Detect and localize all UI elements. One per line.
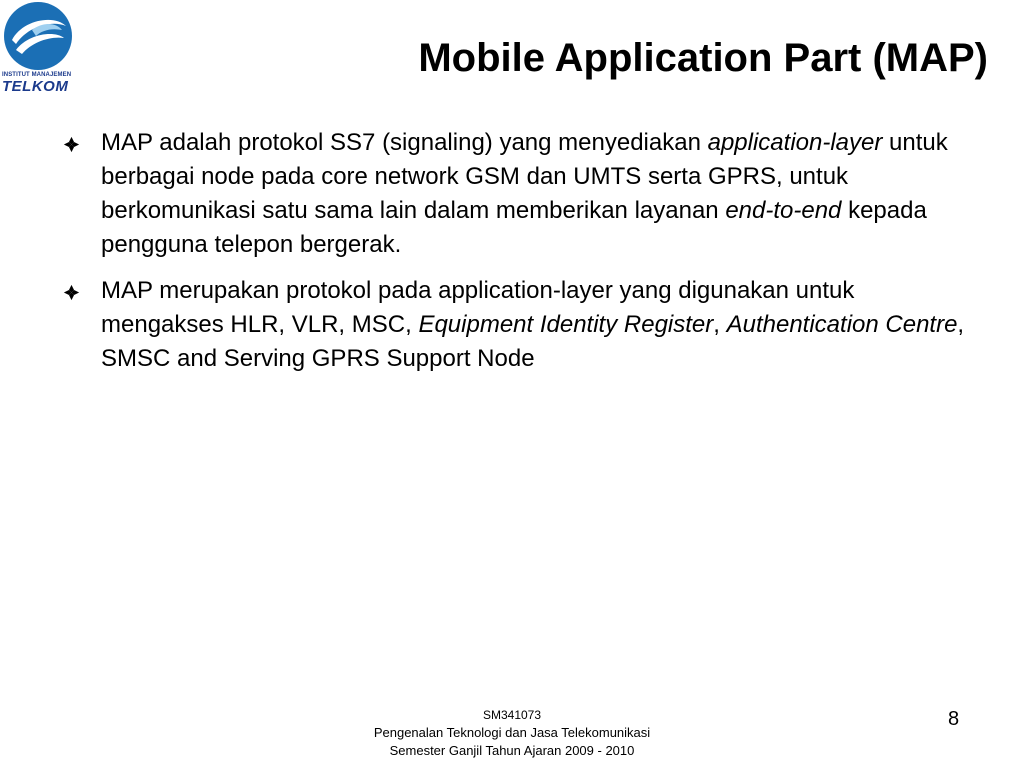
telkom-logo-icon (2, 0, 74, 72)
slide-footer (312, 706, 712, 760)
footer-semester: Semester Ganjil Tahun Ajaran 2009 - 2010 (389, 743, 635, 758)
diamond-bullet-icon (63, 136, 80, 153)
footer-course-code: SM341073 (482, 708, 542, 722)
bullet-item-1 (60, 126, 980, 262)
bullet-item-2 (60, 274, 980, 376)
page-number: 8 (948, 708, 960, 730)
bullet-2-text: MAP merupakan protokol pada application-layer yang digunakan untuk mengakses HLR, VLR, MSC, Equipment Identity Register, Authentication Centre, SMSC and Serving GPRS Support Node (101, 277, 965, 372)
diamond-bullet-icon (63, 284, 80, 301)
logo-institution-text: INSTITUT MANAJEMEN (2, 72, 72, 78)
bullet-1-text: MAP adalah protokol SS7 (signaling) yang menyediakan application-layer untuk berbagai node pada core network GSM dan UMTS serta GPRS, untuk berkomunikasi satu sama lain dalam memberikan layanan end-to-end kepada pengguna telepon bergerak. (101, 129, 948, 258)
slide-title: Mobile Application Part (MAP) (418, 36, 988, 80)
footer-course-name: Pengenalan Teknologi dan Jasa Telekomunikasi (373, 725, 651, 740)
slide-content (60, 126, 980, 388)
institution-logo (0, 0, 80, 100)
logo-brand-text: TELKOM (2, 78, 69, 95)
